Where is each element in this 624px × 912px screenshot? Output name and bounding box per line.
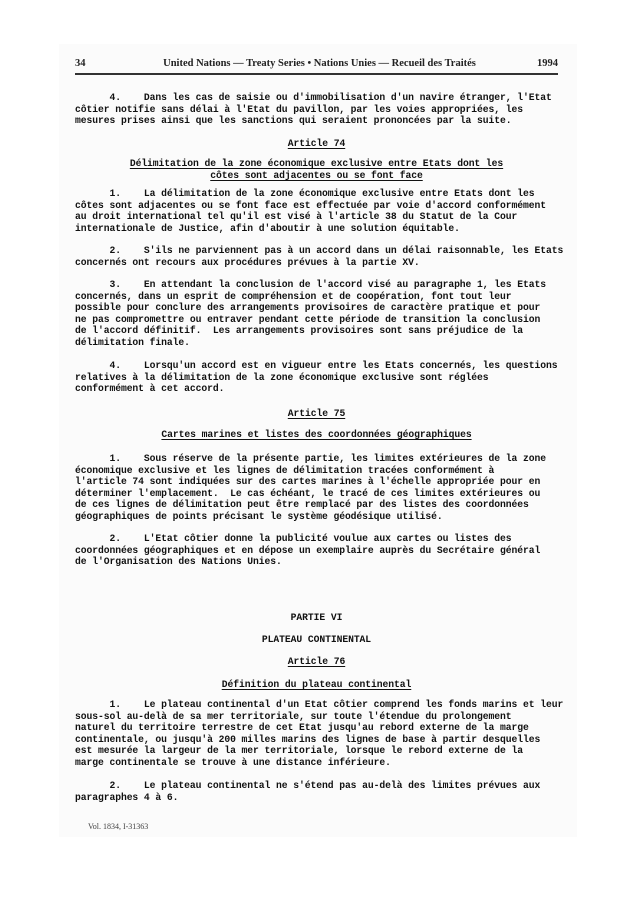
part-label: PARTIE VI: [290, 612, 343, 623]
text-line: relatives à la délimitation de la zone économique exclusive sont réglées: [75, 371, 489, 383]
article-76-paragraph-1: [75, 699, 565, 768]
heading-text: Article 74: [287, 138, 346, 149]
text-line: de l'Organisation des Nations Unies.: [75, 556, 282, 568]
text-line: déterminer l'emplacement. Le cas échéant, le tracé de ces limites extérieures ou: [75, 487, 541, 499]
text-line: 2. L'Etat côtier donne la publicité voulue aux cartes ou listes des: [75, 533, 512, 544]
article-75-heading: [75, 408, 558, 420]
text-line: l'article 74 sont indiquées sur des cartes marines à l'échelle appropriée pour en: [75, 476, 541, 488]
subtitle-line: Définition du plateau continental: [221, 679, 412, 690]
subtitle-line: Délimitation de la zone économique exclusive entre Etats dont les: [129, 158, 504, 169]
text-line: continentale, ou jusqu'à 200 milles marins des lignes de base à partir desquelles: [75, 733, 541, 745]
text-line: de l'accord définitif. Les arrangements provisoires sont sans préjudice de la: [75, 325, 523, 337]
part-title: PLATEAU CONTINENTAL: [261, 634, 372, 645]
text-line: coordonnées géographiques et en dépose un exemplaire auprès du Secrétaire général: [75, 544, 541, 556]
text-line: 2. S'ils ne parviennent pas à un accord dans un délai raisonnable, les Etats: [75, 245, 564, 256]
text-line: 1. Le plateau continental d'un Etat côtier comprend les fonds marins et leur: [75, 699, 564, 710]
article-76-heading: [75, 656, 558, 668]
article-75-paragraph-2: [75, 533, 565, 568]
article-74-heading: [75, 138, 558, 150]
article-74-paragraph-1: [75, 188, 565, 234]
article-76-subtitle: [75, 679, 558, 691]
article-74-paragraph-2: [75, 245, 565, 268]
text-line: marge continentale se trouve à une distance inférieure.: [75, 756, 391, 768]
subtitle-line: côtes sont adjacentes ou se font face: [210, 169, 423, 181]
text-line: paragraphes 4 à 6.: [75, 791, 179, 803]
volume-reference: Vol. 1834, I-31363: [88, 822, 149, 831]
heading-text: Article 75: [287, 408, 346, 419]
text-line: de ces lignes de délimitation peut être remplacé par des listes des coordonnées: [75, 499, 529, 511]
article-76-paragraph-2: [75, 780, 565, 803]
text-line: conformément à cet accord.: [75, 383, 225, 395]
running-header: [75, 56, 558, 72]
text-line: ne pas compromettre ou entraver pendant cette période de transition la conclusion: [75, 313, 541, 325]
article-74-subtitle: [75, 158, 558, 181]
paragraph-intro-4: [75, 92, 565, 127]
article-74-paragraph-4: [75, 360, 565, 395]
text-line: est mesurée la largeur de la mer territoriale, lorsque le rebord externe de la: [75, 745, 523, 757]
text-line: 2. Le plateau continental ne s'étend pas au-delà des limites prévues aux: [75, 780, 541, 791]
text-line: délimitation finale.: [75, 336, 190, 348]
text-line: 1. La délimitation de la zone économique exclusive entre Etats dont les: [75, 188, 535, 199]
text-line: internationale de Justice, afin d'aboutir à une solution équitable.: [75, 222, 460, 234]
text-line: 4. Dans les cas de saisie ou d'immobilisation d'un navire étranger, l'Etat: [75, 92, 552, 103]
text-line: mesures prises ainsi que les sanctions qui seraient prononcées par la suite.: [75, 115, 512, 127]
text-line: sous-sol au-delà de sa mer territoriale, sur toute l'étendue du prolongement: [75, 710, 512, 722]
subtitle-line: Cartes marines et listes des coordonnées géographiques: [161, 429, 472, 440]
heading-text: Article 76: [287, 656, 346, 667]
text-line: économique exclusive et les lignes de délimitation tracées conformément à: [75, 464, 495, 476]
text-line: 4. Lorsqu'un accord est en vigueur entre les Etats concernés, les questions: [75, 360, 558, 371]
text-line: naturel du territoire terrestre de cet Etat jusqu'au rebord externe de la marge: [75, 722, 529, 734]
text-line: 3. En attendant la conclusion de l'accord visé au paragraphe 1, les Etats: [75, 279, 546, 290]
text-line: 1. Sous réserve de la présente partie, les limites extérieures de la zone: [75, 453, 546, 464]
text-line: possible pour conclure des arrangements provisoires de caractère pratique et pour: [75, 302, 541, 314]
page-number: 34: [75, 58, 86, 69]
text-line: géographiques de points précisant le système géodésique utilisé.: [75, 510, 443, 522]
article-74-paragraph-3: [75, 279, 565, 348]
text-line: côtier notifie sans délai à l'Etat du pavillon, par les voies appropriées, les: [75, 103, 523, 115]
article-75-subtitle: [75, 429, 558, 441]
text-line: concernés, dans un esprit de compréhension et de coopération, font tout leur: [75, 290, 512, 302]
running-title: United Nations — Treaty Series • Nations Unies — Recueil des Traités: [163, 58, 476, 69]
text-line: côtes sont adjacentes ou se font face est effectuée par voie d'accord conformément: [75, 199, 546, 211]
text-line: au droit international tel qu'il est visé à l'article 38 du Statut de la Cour: [75, 211, 518, 223]
header-rule: [75, 73, 558, 75]
article-75-paragraph-1: [75, 453, 565, 522]
text-line: concernés ont recours aux procédures prévues à la partie XV.: [75, 256, 420, 268]
year: 1994: [537, 58, 558, 69]
